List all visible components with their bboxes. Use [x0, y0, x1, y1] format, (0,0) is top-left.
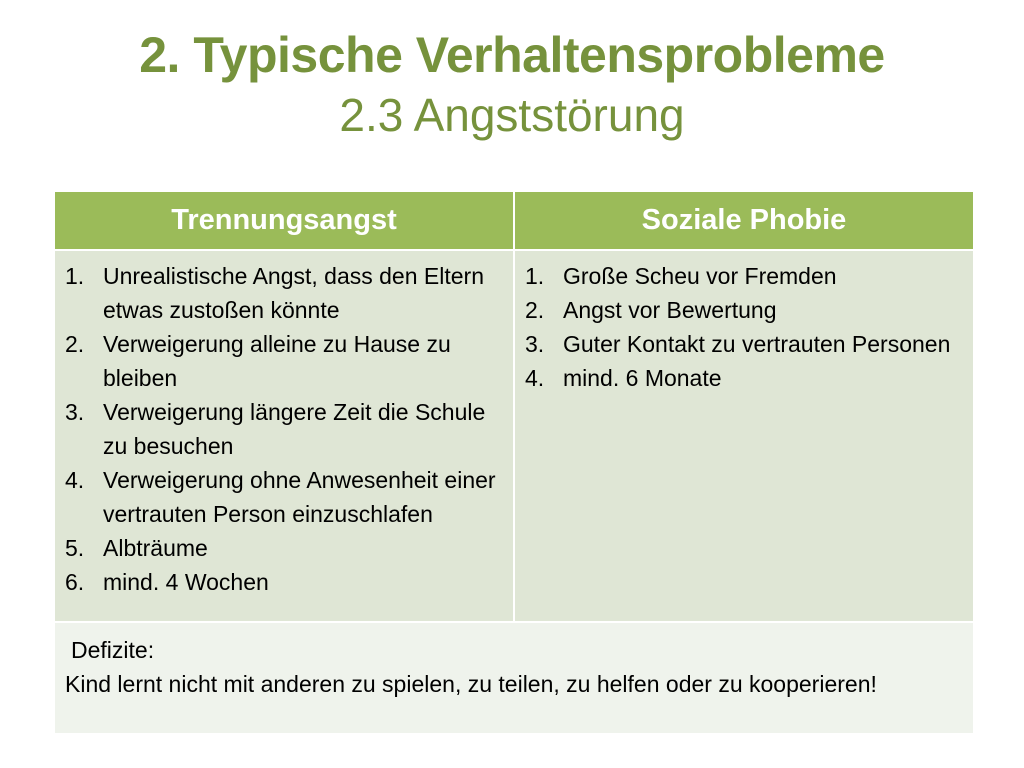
- item-number: 2.: [65, 331, 85, 357]
- deficits-text: Kind lernt nicht mit anderen zu spielen, zu teilen, zu helfen oder zu kooperieren!: [65, 671, 877, 697]
- item-text: Angst vor Bewertung: [563, 297, 777, 323]
- item-text: mind. 4 Wochen: [103, 569, 269, 595]
- list-item: [523, 327, 965, 361]
- item-text: Verweigerung ohne Anwesenheit einer vertrauten Person einzuschlafen: [103, 467, 496, 527]
- list-trennungsangst: [63, 259, 505, 599]
- item-text: Guter Kontakt zu vertrauten Personen: [563, 331, 951, 357]
- item-number: 6.: [65, 569, 85, 595]
- header-soziale-phobie: Soziale Phobie: [514, 191, 974, 250]
- list-item: [63, 259, 505, 327]
- slide-title: [0, 24, 1024, 144]
- item-text: Große Scheu vor Fremden: [563, 263, 837, 289]
- item-text: Verweigerung alleine zu Hause zu bleiben: [103, 331, 451, 391]
- list-item: [63, 395, 505, 463]
- item-number: 3.: [65, 399, 85, 425]
- table-footer-row: [54, 622, 974, 734]
- list-item: [523, 361, 965, 395]
- item-number: 1.: [525, 263, 545, 289]
- item-text: Verweigerung längere Zeit die Schule zu besuchen: [103, 399, 486, 459]
- list-item: [523, 293, 965, 327]
- cell-trennungsangst: [54, 250, 514, 622]
- item-number: 3.: [525, 331, 545, 357]
- title-sub: 2.3 Angststörung: [339, 88, 685, 141]
- deficits-label: Defizite:: [71, 637, 155, 663]
- list-item: [63, 565, 505, 599]
- item-text: Albträume: [103, 535, 208, 561]
- list-soziale-phobie: [523, 259, 965, 395]
- table-header-row: [54, 191, 974, 250]
- item-text: Unrealistische Angst, dass den Eltern etwas zustoßen könnte: [103, 263, 484, 323]
- list-item: [523, 259, 965, 293]
- title-main: 2. Typische Verhaltensprobleme: [139, 27, 885, 83]
- list-item: [63, 327, 505, 395]
- comparison-table: [53, 190, 975, 735]
- list-item: [63, 531, 505, 565]
- item-number: 1.: [65, 263, 85, 289]
- cell-soziale-phobie: [514, 250, 974, 622]
- item-number: 4.: [525, 365, 545, 391]
- item-number: 5.: [65, 535, 85, 561]
- item-number: 2.: [525, 297, 545, 323]
- item-text: mind. 6 Monate: [563, 365, 722, 391]
- list-item: [63, 463, 505, 531]
- item-number: 4.: [65, 467, 85, 493]
- table-body-row: [54, 250, 974, 622]
- deficits-cell: [54, 622, 974, 734]
- header-trennungsangst: Trennungsangst: [54, 191, 514, 250]
